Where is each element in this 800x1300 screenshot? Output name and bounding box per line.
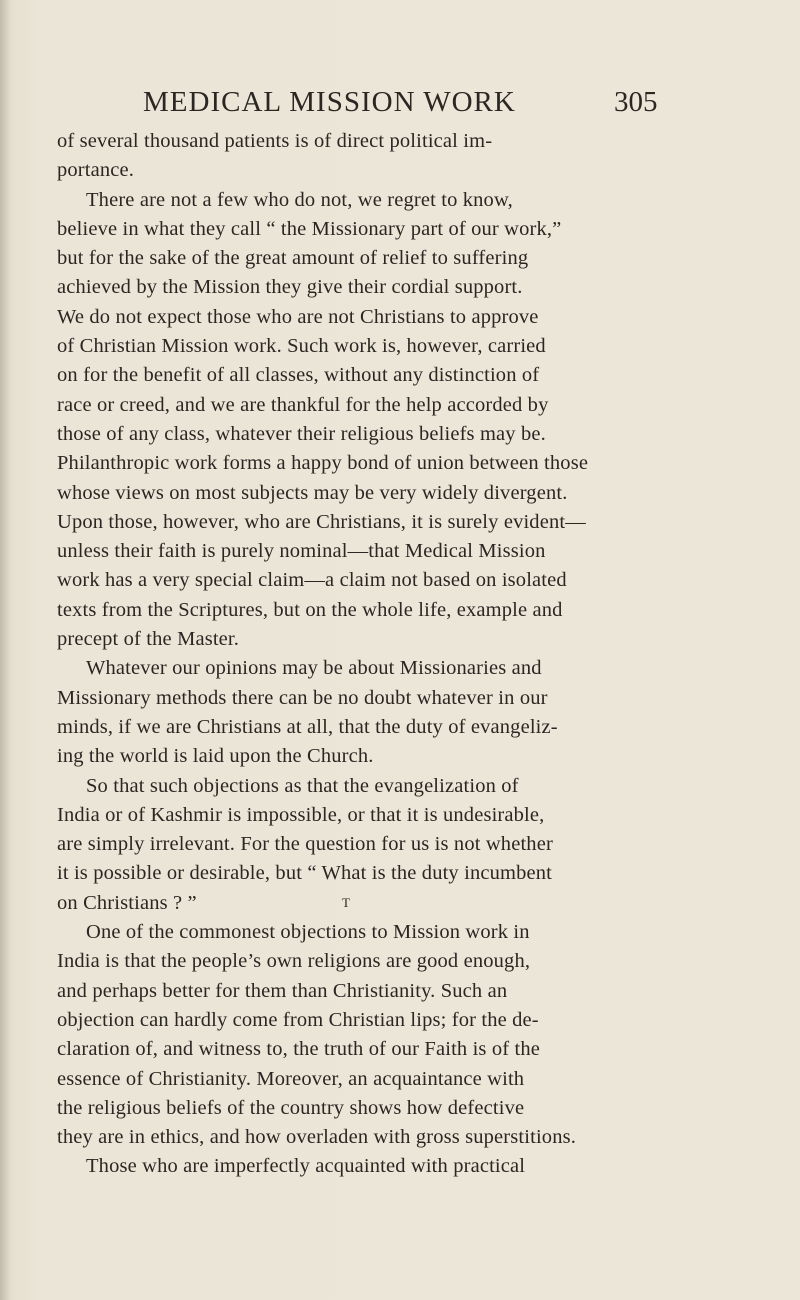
text-line: on Christians ? ” (57, 891, 197, 914)
text-line: So that such objections as that the evangelization of (86, 774, 519, 797)
text-line: There are not a few who do not, we regret to know, (86, 188, 513, 211)
running-head (143, 86, 783, 120)
text-line: minds, if we are Christians at all, that the duty of evangeliz- (57, 715, 558, 738)
text-line: on for the benefit of all classes, without any distinction of (57, 364, 540, 387)
text-line: texts from the Scriptures, but on the whole life, example and (57, 598, 563, 621)
body-text (57, 127, 772, 1182)
text-line: Missionary methods there can be no doubt whatever in our (57, 686, 548, 709)
text-line: Philanthropic work forms a happy bond of union between those (57, 452, 589, 475)
text-line: and perhaps better for them than Christianity. Such an (57, 979, 508, 1002)
text-line: precept of the Master. (57, 628, 240, 651)
text-line: achieved by the Mission they give their cordial support. (57, 276, 523, 299)
text-line: Upon those, however, who are Christians, it is surely evident— (57, 510, 586, 533)
running-title: MEDICAL MISSION WORK (143, 86, 516, 118)
text-line: it is possible or desirable, but “ What is the duty incumbent (57, 862, 552, 885)
text-line: of Christian Mission work. Such work is, however, carried (57, 335, 546, 358)
text-line: work has a very special claim—a claim not based on isolated (57, 569, 567, 592)
text-line: believe in what they call “ the Missionary part of our work,” (57, 217, 562, 240)
text-line: India is that the people’s own religions are good enough, (57, 950, 531, 973)
text-line: they are in ethics, and how overladen with gross superstitions. (57, 1126, 576, 1149)
text-line: ing the world is laid upon the Church. (57, 745, 374, 768)
text-line: of several thousand patients is of direct political im- (57, 130, 493, 152)
text-line: unless their faith is purely nominal—that Medical Mission (57, 540, 546, 563)
text-line: We do not expect those who are not Christians to approve (57, 305, 539, 328)
text-line: the religious beliefs of the country shows how defective (57, 1096, 525, 1119)
text-line: One of the commonest objections to Mission work in (86, 921, 530, 944)
text-line: Those who are imperfectly acquainted with practical (86, 1155, 526, 1178)
text-line: those of any class, whatever their religious beliefs may be. (57, 422, 546, 445)
text-line: essence of Christianity. Moreover, an acquaintance with (57, 1067, 525, 1090)
text-line: portance. (57, 159, 135, 182)
text-line: are simply irrelevant. For the question for us is not whether (57, 833, 553, 856)
text-line: whose views on most subjects may be very widely divergent. (57, 481, 568, 504)
text-line: race or creed, and we are thankful for the help accorded by (57, 393, 549, 416)
text-line: objection can hardly come from Christian lips; for the de- (57, 1008, 539, 1031)
signature-mark: T (342, 895, 351, 910)
page-number: 305 (614, 86, 658, 118)
text-line: India or of Kashmir is impossible, or that it is undesirable, (57, 803, 545, 826)
text-line: but for the sake of the great amount of relief to suffering (57, 247, 529, 270)
text-line: claration of, and witness to, the truth of our Faith is of the (57, 1038, 540, 1061)
text-line: Whatever our opinions may be about Missionaries and (86, 657, 542, 680)
gutter-shadow (0, 0, 10, 1300)
